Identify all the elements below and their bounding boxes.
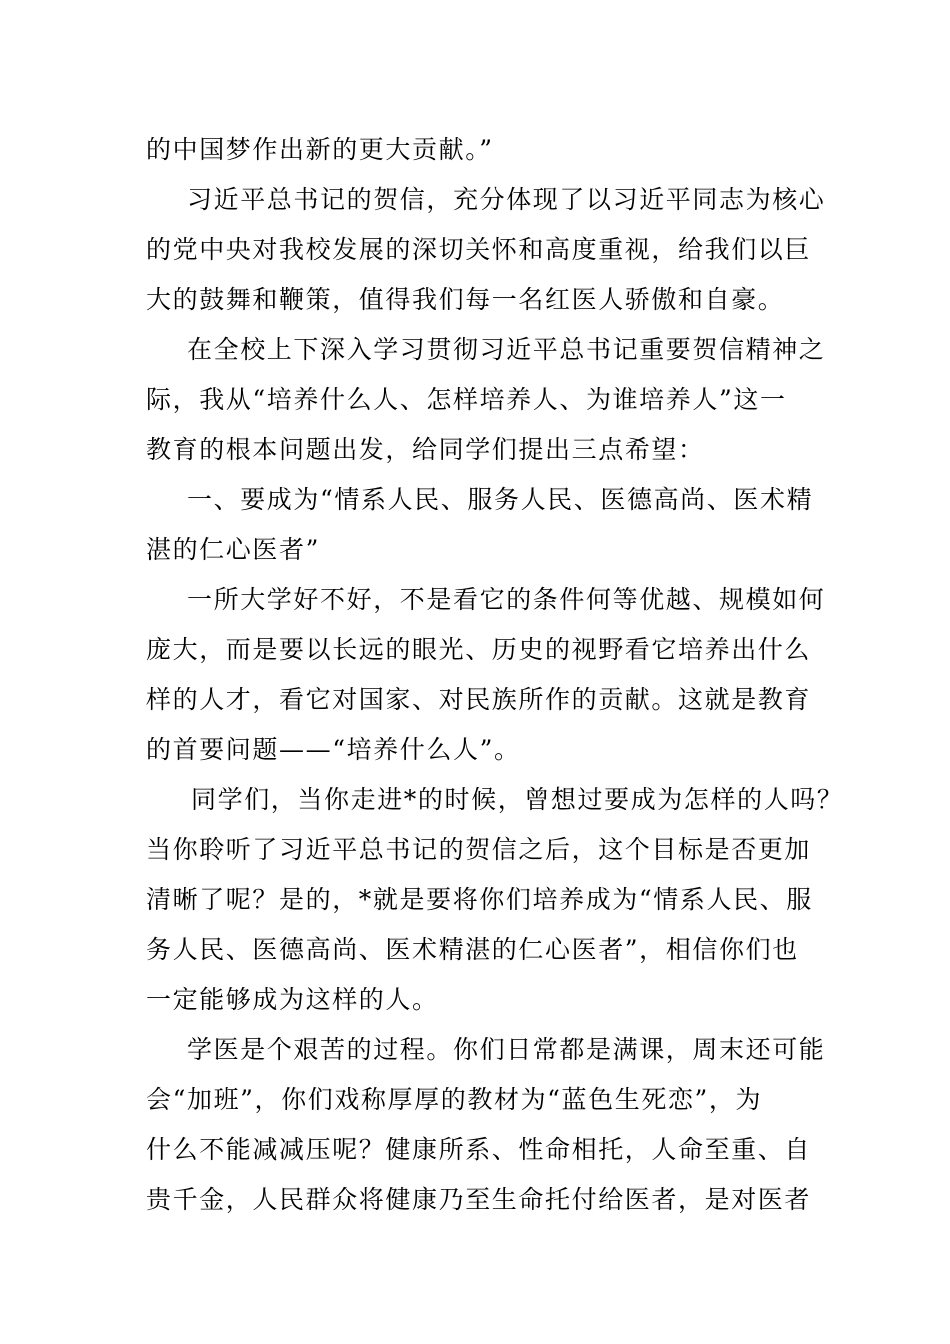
- text-line-1: 的中国梦作出新的更大贡献。”: [146, 135, 494, 164]
- text-line-4: 大的鼓舞和鞭策，值得我们每一名红医人骄傲和自豪。: [146, 285, 785, 314]
- text-line-16: 清晰了呢？是的，*就是要将你们培养成为“情系人民、服: [146, 885, 813, 914]
- text-line-22: 贵千金，人民群众将健康乃至生命托付给医者，是对医者: [146, 1185, 812, 1214]
- section-heading-line-1: 一、要成为“情系人民、服务人民、医德高尚、医术精: [187, 485, 814, 514]
- text-line-14: 同学们，当你走进*的时候，曾想过要成为怎样的人吗？: [191, 785, 844, 814]
- text-line-3: 的党中央对我校发展的深切关怀和高度重视，给我们以巨: [146, 235, 812, 264]
- text-line-6: 际，我从“培养什么人、怎样培养人、为谁培养人”这一: [146, 385, 787, 414]
- text-line-10: 一所大学好不好，不是看它的条件何等优越、规模如何: [187, 585, 826, 614]
- text-line-18: 一定能够成为这样的人。: [146, 985, 439, 1014]
- section-heading-line-2: 湛的仁心医者”: [146, 535, 320, 564]
- text-line-12: 样的人才，看它对国家、对民族所作的贡献。这就是教育: [146, 685, 812, 714]
- text-line-15: 当你聆听了习近平总书记的贺信之后，这个目标是否更加: [146, 835, 812, 864]
- text-line-7: 教育的根本问题出发，给同学们提出三点希望：: [146, 435, 705, 464]
- text-line-17: 务人民、医德高尚、医术精湛的仁心医者”，相信你们也: [146, 935, 799, 964]
- text-line-21: 什么不能减减压呢？健康所系、性命相托，人命至重、自: [146, 1135, 812, 1164]
- text-line-19: 学医是个艰苦的过程。你们日常都是满课，周末还可能: [187, 1035, 826, 1064]
- text-line-11: 庞大，而是要以长远的眼光、历史的视野看它培养出什么: [146, 635, 812, 664]
- text-line-20: 会“加班”，你们戏称厚厚的教材为“蓝色生死恋”，为: [146, 1085, 763, 1114]
- text-line-2: 习近平总书记的贺信，充分体现了以习近平同志为核心: [187, 185, 826, 214]
- text-line-13: 的首要问题——“培养什么人”。: [146, 735, 521, 764]
- text-line-5: 在全校上下深入学习贯彻习近平总书记重要贺信精神之: [187, 335, 826, 364]
